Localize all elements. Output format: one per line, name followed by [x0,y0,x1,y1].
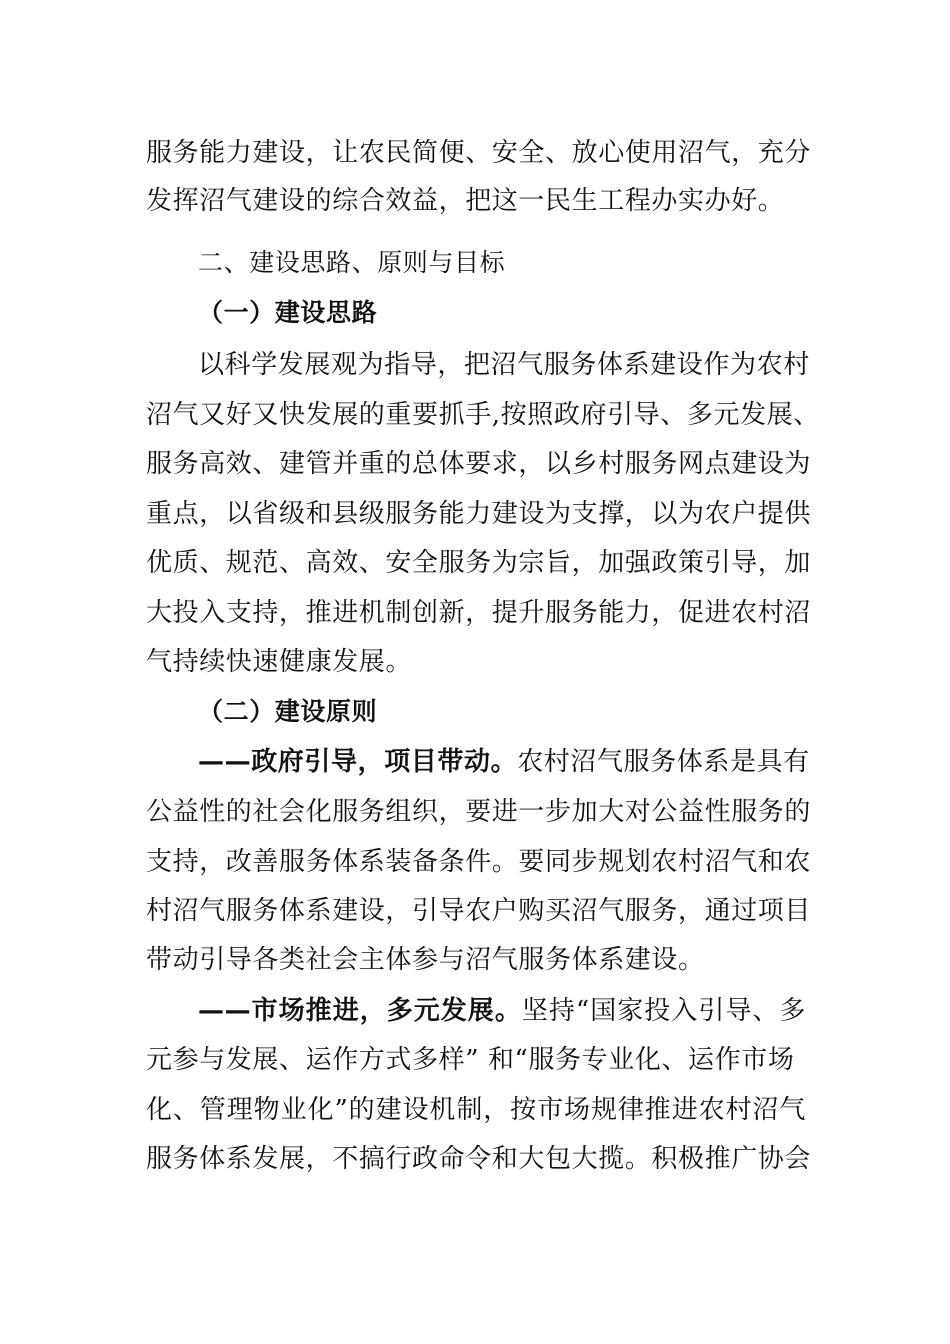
thinking-line-5: 优质、规范、高效、安全服务为宗旨，加强政策引导，加 [146,548,812,578]
principle-1-line-2: 公益性的社会化服务组织，要进一步加大对公益性服务的 [146,797,812,827]
intro-line-1: 服务能力建设，让农民简便、安全、放心使用沼气，充分 [146,138,812,168]
subsection-heading-principles: （二）建设原则 [198,697,378,726]
thinking-line-3: 服务高效、建管并重的总体要求，以乡村服务网点建设为 [146,449,812,479]
principle-2-line-4: 服务体系发展，不搞行政命令和大包大揽。积极推广协会 [146,1144,812,1174]
principle-1-line-4: 村沼气服务体系建设，引导农户购买沼气服务，通过项目 [146,896,812,926]
principle-2-line-1 [198,994,806,1028]
principle-2-line-3: 化、管理物业化”的建设机制，按市场规律推进农村沼气 [146,1095,806,1125]
principle-1-line-1 [198,745,810,779]
principle-2-lead: ——市场推进，多元发展。 [198,996,522,1026]
intro-line-2: 发挥沼气建设的综合效益，把这一民生工程办实办好。 [146,186,785,216]
principle-1-line-1-text: 农村沼气服务体系是具有 [517,747,810,777]
principle-2-line-2: 元参与发展、运作方式多样” 和“服务专业化、运作市场 [146,1045,795,1075]
thinking-line-6: 大投入支持，推进机制创新，提升服务能力，促进农村沼 [146,598,812,628]
principle-1-line-3: 支持，改善服务体系装备条件。要同步规划农村沼气和农 [146,847,812,877]
section-heading-2: 二、建设思路、原则与目标 [198,248,506,277]
principle-1-line-5: 带动引导各类社会主体参与沼气服务体系建设。 [146,945,705,975]
thinking-line-1: 以科学发展观为指导，把沼气服务体系建设作为农村 [198,350,810,380]
thinking-line-4: 重点，以省级和县级服务能力建设为支撑，以为农户提供 [146,499,812,529]
thinking-line-7: 气持续快速健康发展。 [146,647,413,677]
principle-1-lead: ——政府引导，项目带动。 [198,747,518,777]
subsection-heading-thinking: （一）建设思路 [198,298,378,327]
thinking-line-2: 沼气又好又快发展的重要抓手,按照政府引导、多元发展、 [146,400,820,430]
principle-2-line-1-text: 坚持“国家投入引导、多 [521,996,806,1026]
